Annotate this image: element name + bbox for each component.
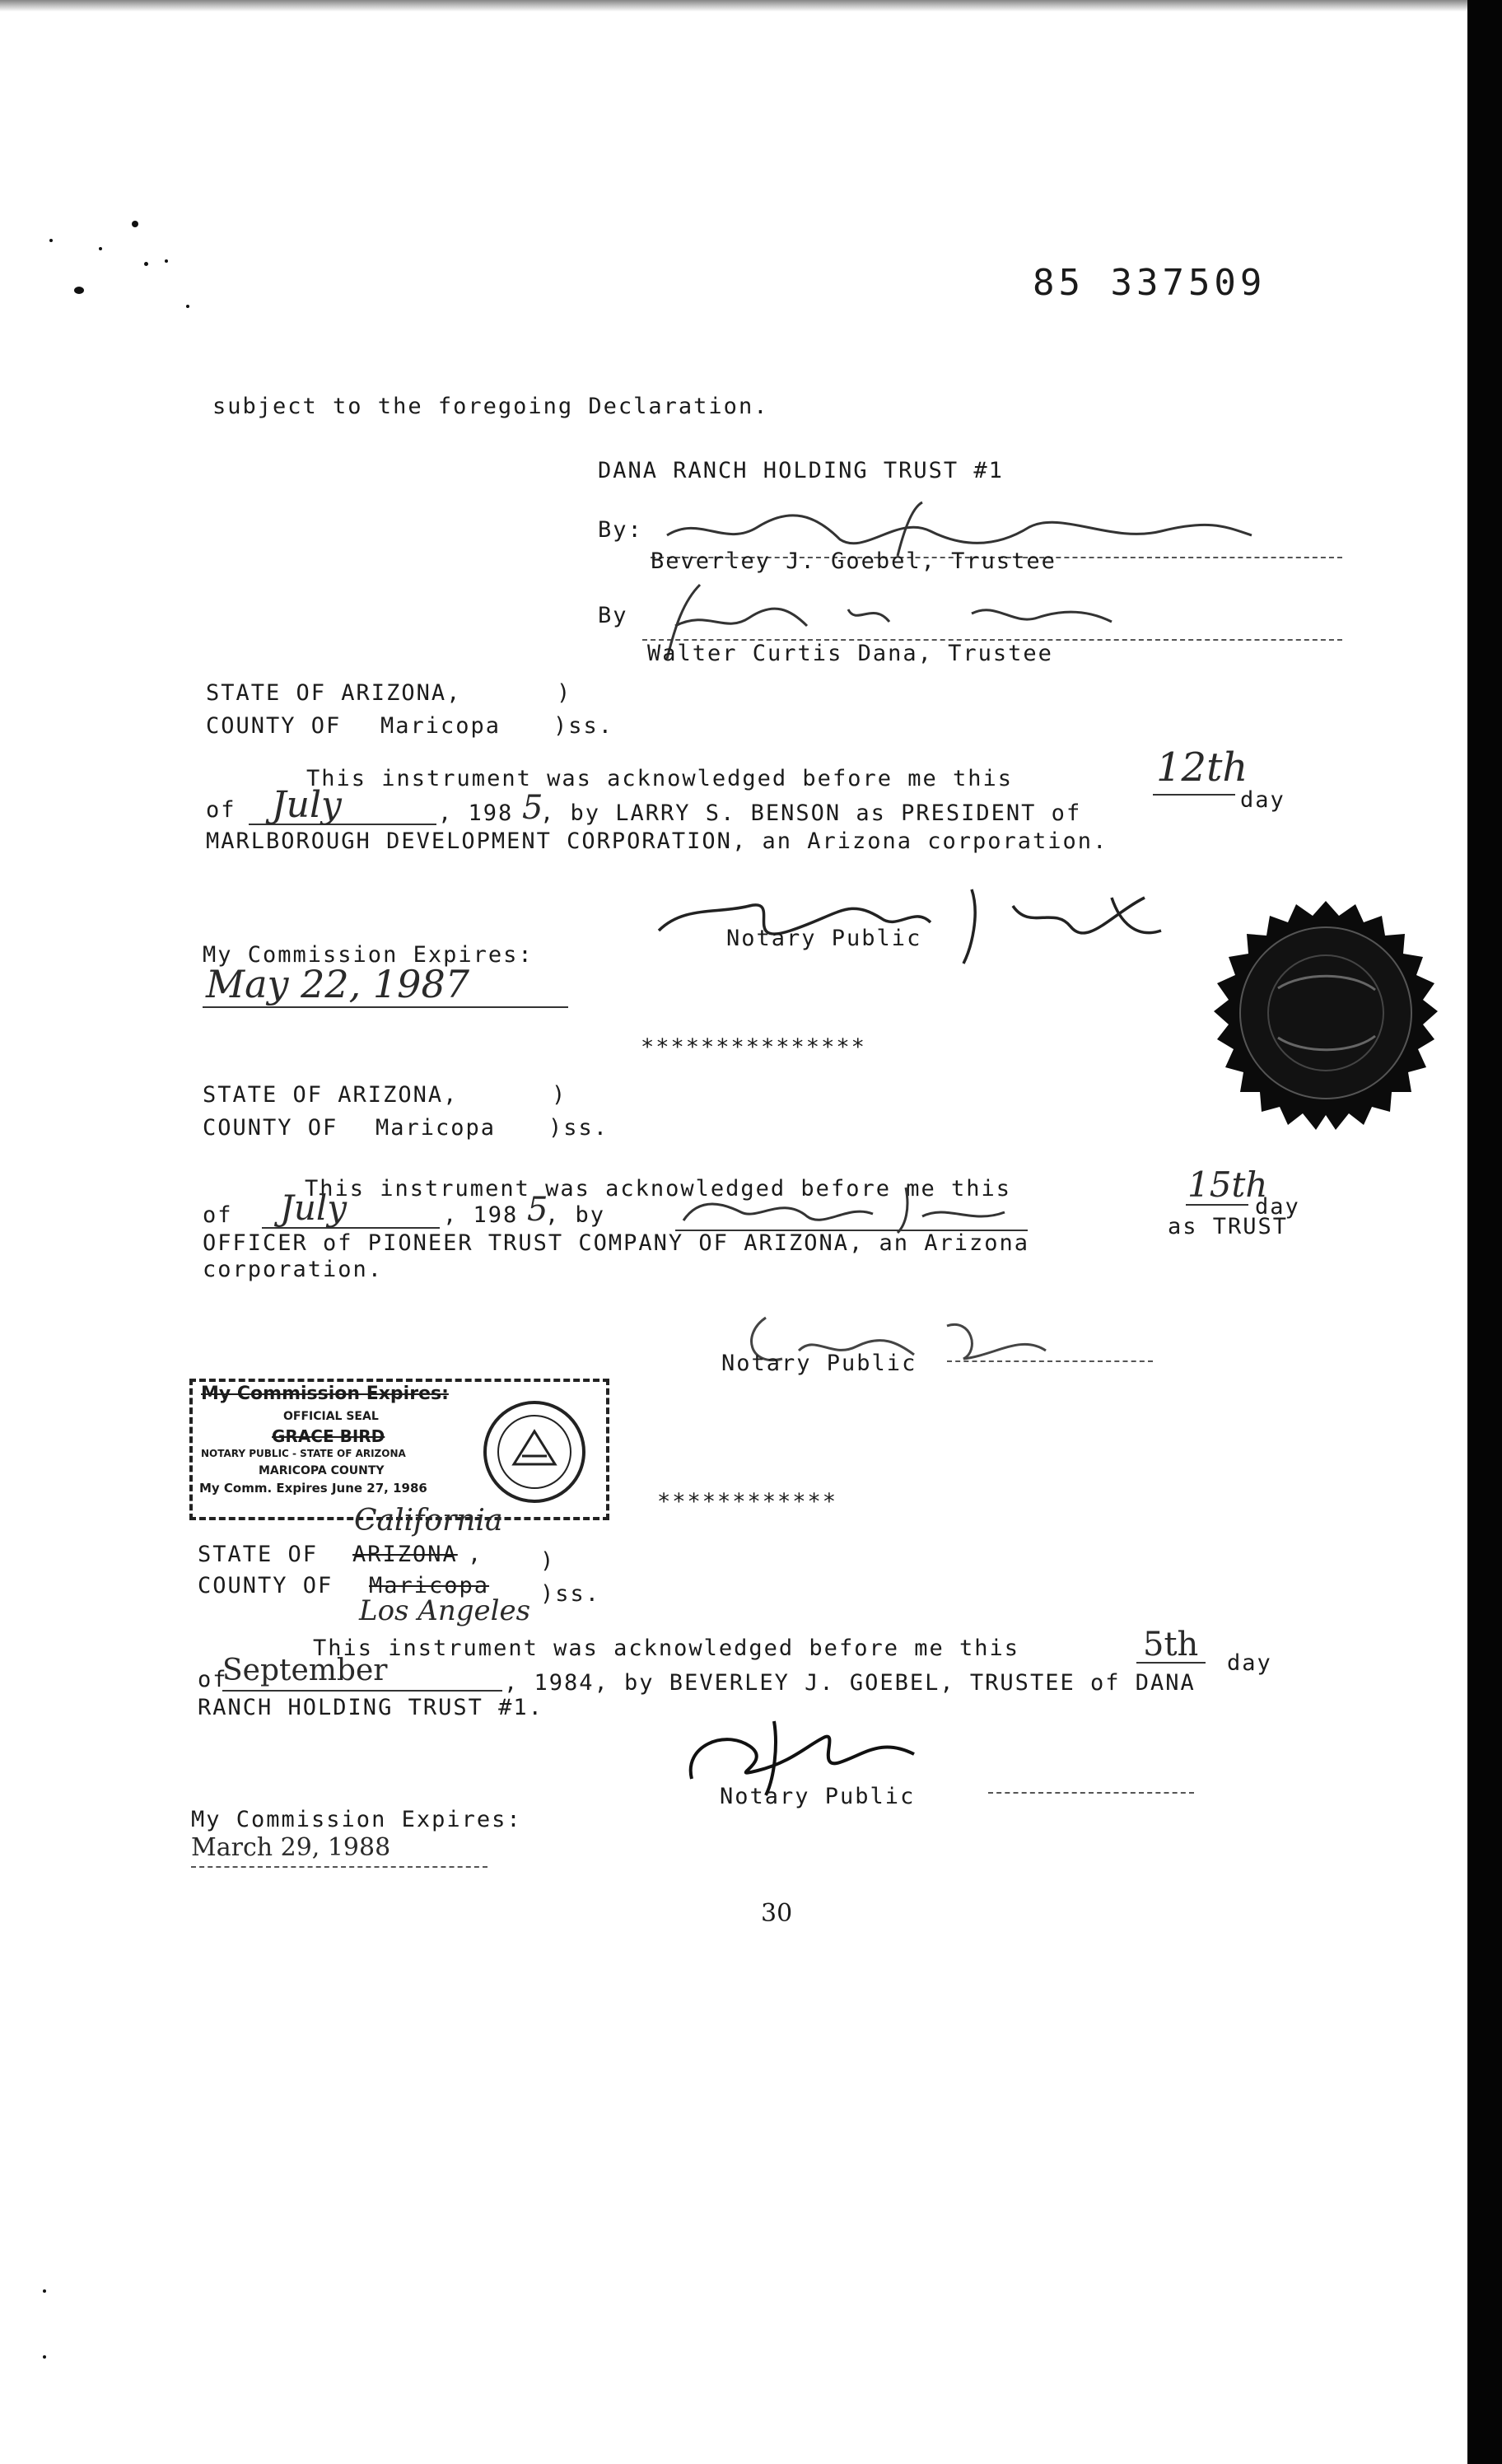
ack2-paren: ) [552,1082,567,1108]
ack2-state: STATE OF ARIZONA, [203,1082,459,1108]
ack1-commission-blank [203,1006,568,1008]
trustee-2-name: Walter Curtis Dana, Trustee [647,641,1053,666]
ack1-line-2: , by LARRY S. BENSON as PRESIDENT of [540,800,1082,826]
ack2-of-word: of [203,1202,233,1228]
scan-edge-right [1467,0,1502,2464]
scan-speck [165,259,168,263]
ack3-of-word: of [198,1667,228,1692]
scan-speck [144,262,148,266]
separator-stars-1: *************** [641,1034,866,1060]
ack3-line-2: , 1984, by BEVERLEY J. GOEBEL, TRUSTEE of DANA [504,1670,1196,1696]
ack3-commission-blank [191,1866,487,1868]
ack3-state-handwritten: California [354,1504,503,1538]
ack3-commission-label: My Commission Expires: [191,1807,522,1832]
document-number: 85 337509 [1033,262,1266,304]
notary-stamp [189,1379,609,1520]
ack1-county-prefix: COUNTY OF [206,713,342,739]
scan-speck [186,305,189,308]
ack1-line-3: MARLBOROUGH DEVELOPMENT CORPORATION, an Arizona corporation. [206,828,1108,854]
ack1-notary-label: Notary Public [726,926,922,951]
ack2-ss: )ss. [548,1115,609,1141]
scan-speck [99,247,102,250]
scan-speck [43,2355,46,2359]
ack2-year: , 198 [443,1202,519,1228]
ack1-day-word: day [1240,787,1285,813]
ack2-notary-line [947,1360,1153,1362]
ack2-as-trust: as TRUST [1168,1214,1289,1239]
scan-speck [49,239,53,242]
ack3-notary-label: Notary Public [720,1784,916,1809]
ack2-notary-label: Notary Public [721,1351,917,1376]
ack3-month-handwritten: September [222,1654,388,1687]
ack2-county-prefix: COUNTY OF [203,1115,338,1141]
ack2-county: Maricopa [376,1115,497,1141]
ack3-day-word: day [1227,1650,1272,1676]
ack3-state-struck: ARIZONA [352,1542,458,1567]
ack3-county-prefix: COUNTY OF [198,1573,334,1598]
trustee-1-name: Beverley J. Goebel, Trustee [651,548,1057,574]
ack1-day-blank [1153,794,1235,796]
ack3-state-comma: , [468,1542,483,1567]
ack2-day-handwritten: 15th [1187,1164,1268,1205]
ack3-county-struck: Maricopa [369,1573,490,1598]
ack3-paren: ) [540,1548,556,1574]
ack1-ss: )ss. [553,713,614,739]
notary-seal-embossed [1187,898,1464,1174]
ack1-commission-label: My Commission Expires: [203,942,534,968]
ack2-line-4: corporation. [203,1257,384,1282]
ack3-ss: )ss. [540,1581,601,1607]
ack2-line-3: OFFICER of PIONEER TRUST COMPANY OF ARIZONA, an Arizona [203,1230,1030,1256]
ack2-line-1: This instrument was acknowledged before me this [305,1176,1012,1202]
ack3-day-handwritten: 5th [1143,1626,1199,1664]
stamp-expiry: My Comm. Expires June 27, 1986 [199,1481,427,1496]
stamp-official-seal: OFFICIAL SEAL [283,1410,379,1423]
ack3-county-handwritten: Los Angeles [359,1594,531,1627]
ack2-by: , by [545,1202,606,1228]
by-label-1: By: [598,517,643,543]
stamp-county: MARICOPA COUNTY [259,1464,385,1477]
ack2-signer-name-handwritten [675,1179,1029,1237]
scan-speck [43,2289,46,2293]
scan-speck [132,221,138,227]
scan-speck [74,287,84,294]
ack3-line-3: RANCH HOLDING TRUST #1. [198,1695,543,1720]
scan-edge-top [0,0,1467,12]
separator-stars-2: ************ [657,1489,838,1514]
ack1-paren: ) [557,680,572,706]
stamp-struck-header: My Commission Expires: [201,1384,449,1404]
ack3-line-1: This instrument was acknowledged before me this [313,1636,1020,1661]
ack1-county: Maricopa [380,713,501,739]
ack2-month-handwritten: July [280,1188,348,1228]
ack2-year-digit-handwritten: 5 [527,1191,548,1229]
ack3-month-blank [222,1690,502,1692]
ack1-state: STATE OF ARIZONA, [206,680,462,706]
ack3-notary-line [988,1792,1194,1794]
ack1-of-word: of [206,797,236,823]
by-label-2: By [598,603,628,628]
ack3-state-prefix: STATE OF [198,1542,319,1567]
ack1-day-handwritten: 12th [1156,744,1248,791]
ack1-line-1: This instrument was acknowledged before me this [306,766,1014,791]
ack1-commission-date-handwritten: May 22, 1987 [206,962,469,1006]
trust-name: DANA RANCH HOLDING TRUST #1 [598,458,1004,483]
stamp-state-seal-icon [481,1398,588,1505]
ack1-year: , 198 [438,800,514,826]
stamp-notary-title: NOTARY PUBLIC - STATE OF ARIZONA [201,1448,406,1459]
ack1-year-digit-handwritten: 5 [522,789,543,827]
page-number: 30 [761,1899,793,1928]
stamp-notary-name: GRACE BIRD [272,1426,385,1446]
intro-text: subject to the foregoing Declaration. [212,394,769,419]
ack3-commission-date-handwritten: March 29, 1988 [191,1833,391,1862]
ack2-day-word: day [1255,1194,1300,1220]
ack1-month-handwritten: July [272,784,342,826]
